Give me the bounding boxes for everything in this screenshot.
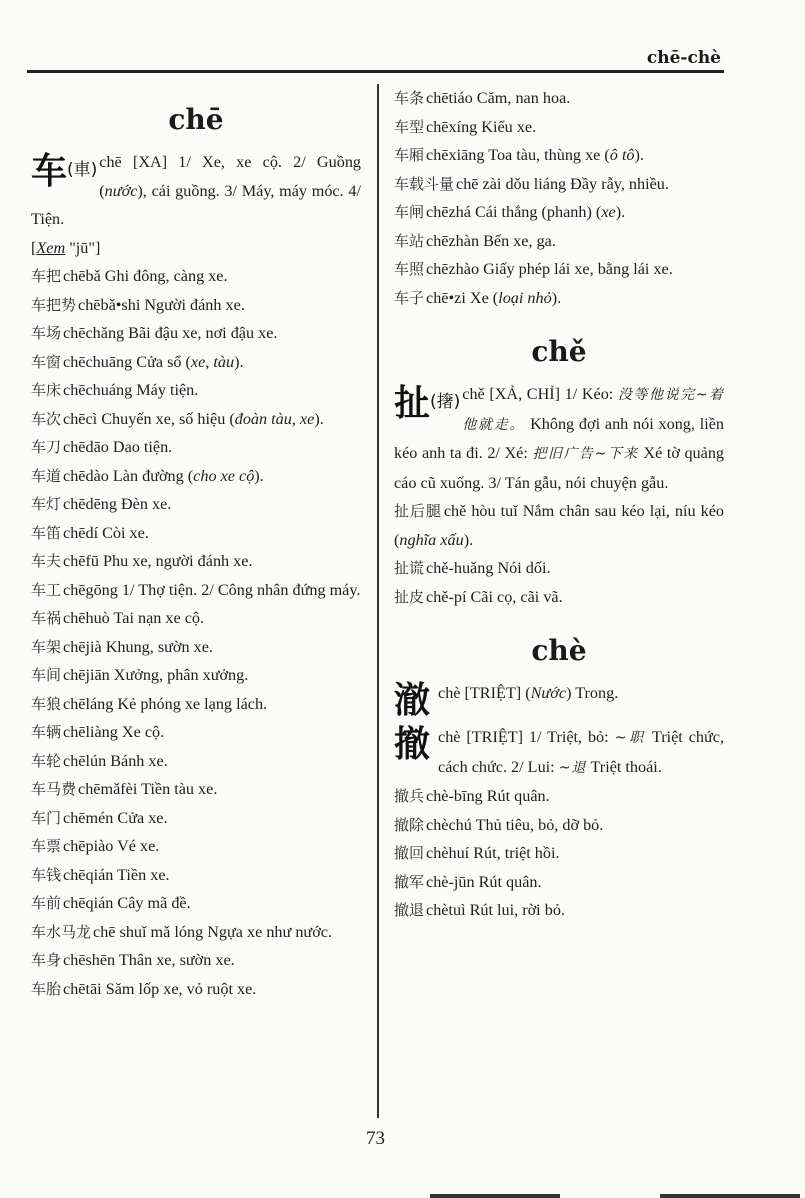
main-entry-che: 车$^{(車)}$ chē [XA] 1/ Xe, xe cộ. 2/ Guồng (nước), cái guồng. 3/ Máy, máy móc. 4/ Tiện. xyxy=(31,148,361,234)
entry-hanzi: 车架 xyxy=(31,637,62,656)
traditional-form: (車) xyxy=(67,160,98,180)
dictionary-entry xyxy=(31,433,361,462)
entry-hanzi: 撤除 xyxy=(394,815,425,834)
entry-definition: chēcì Chuyến xe, số hiệu ( xyxy=(63,409,235,428)
left-column xyxy=(31,84,361,1003)
right-column xyxy=(394,84,724,925)
dictionary-entry xyxy=(31,547,361,576)
entry-hanzi: 车轮 xyxy=(31,751,62,770)
entry-hanzi: 车道 xyxy=(31,466,62,485)
dictionary-entry xyxy=(394,868,724,897)
entry-hanzi: 车间 xyxy=(31,666,62,684)
dictionary-entry xyxy=(394,255,724,284)
entry-definition: chě hòu tuǐ Nắm chân sau kéo lại, níu kéo ( xyxy=(394,502,724,549)
entry-definition: chēgōng 1/ Thợ tiện. 2/ Công nhân đứng máy. xyxy=(63,580,361,599)
entry-definition: chējiān Xưởng, phân xưởng. xyxy=(63,666,249,684)
entry-hanzi: 车载斗量 xyxy=(394,174,455,193)
see-also-reference: [Xem "jū"] xyxy=(31,238,101,257)
dictionary-entry xyxy=(31,889,361,918)
dictionary-entry xyxy=(394,839,724,868)
entry-definition: chēmǎfèi Tiền tàu xe. xyxy=(78,780,218,798)
entry-hanzi: 车把势 xyxy=(31,295,77,314)
entry-note: xe, tàu xyxy=(190,352,235,371)
dictionary-entry xyxy=(394,782,724,811)
entry-definition: chēláng Kẻ phóng xe lạng lách. xyxy=(63,694,268,713)
dictionary-entry xyxy=(31,804,361,833)
dictionary-entry: 车闸 chēzhá Cái thắng (phanh) (xe). xyxy=(394,203,626,221)
dictionary-entry xyxy=(31,633,361,662)
entry-hanzi: 车辆 xyxy=(31,723,62,741)
dictionary-entry xyxy=(394,113,724,142)
dictionary-entry xyxy=(31,832,361,861)
entry-definition: chēbǎ Ghi đông, càng xe. xyxy=(63,267,228,285)
entry-hanzi: 撤军 xyxy=(394,872,425,891)
entry-definition: chē zài dǒu liáng Đầy rẫy, nhiều. xyxy=(456,174,669,193)
entry-hanzi: 撤退 xyxy=(394,901,425,919)
entry-definition: chēmén Cửa xe. xyxy=(63,808,168,827)
entry-hanzi: 车型 xyxy=(394,117,425,136)
entry-definition: chèchú Thủ tiêu, bỏ, dỡ bỏ. xyxy=(426,815,604,834)
dictionary-entry xyxy=(31,291,361,320)
entry-hanzi: 扯谎 xyxy=(394,559,425,577)
right-entry-list-top xyxy=(394,84,724,312)
dictionary-entry xyxy=(31,747,361,776)
entry-hanzi: 车狼 xyxy=(31,694,62,713)
chinese-example: ~退 xyxy=(558,759,587,776)
entry-hanzi: 车胎 xyxy=(31,979,62,998)
dictionary-entry xyxy=(31,319,361,348)
entry-hanzi: 撤兵 xyxy=(394,787,425,805)
entry-hanzi: 车灯 xyxy=(31,495,62,513)
entry-definition: chēxíng Kiểu xe. xyxy=(426,117,537,136)
left-entry-list xyxy=(31,262,361,1003)
entry-hanzi: 扯皮 xyxy=(394,587,425,606)
entry-definition: chētiáo Căm, nan hoa. xyxy=(426,89,571,107)
traditional-form: (撦) xyxy=(430,392,461,412)
entry-definition: chējià Khung, sườn xe. xyxy=(63,637,213,656)
entry-definition: chēdào Làn đường ( xyxy=(63,466,194,485)
entry-hanzi: 车祸 xyxy=(31,609,62,627)
entry-hanzi: 车照 xyxy=(394,260,425,278)
headword-character: 车$^{(車)}$ xyxy=(31,151,98,192)
dictionary-entry xyxy=(31,946,361,975)
scan-edge-mark xyxy=(660,1194,800,1198)
entry-hanzi: 扯后腿 xyxy=(394,502,442,520)
entry-definition: chēqián Tiền xe. xyxy=(63,865,170,884)
dictionary-entry xyxy=(394,84,724,113)
entry-hanzi: 车条 xyxy=(394,89,425,107)
entry-definition: chèhuí Rút, triệt hồi. xyxy=(426,844,560,862)
section-heading-che1: chē xyxy=(168,103,224,136)
entry-note: xe xyxy=(601,203,616,221)
entry-note: ô tô xyxy=(609,146,635,164)
main-entry-che4-clear: 澈 chè [TRIỆT] (Nước) Trong. xyxy=(394,680,619,721)
entry-hanzi: 车窗 xyxy=(31,352,62,371)
entry-definition: chēchuáng Máy tiện. xyxy=(63,381,199,399)
entry-note: cho xe cộ xyxy=(193,466,255,485)
entry-definition: chēlún Bánh xe. xyxy=(63,751,168,770)
headword-character: 扯$^{(撦)}$ xyxy=(394,383,461,424)
dictionary-entry xyxy=(31,262,361,291)
see-also-link[interactable]: Xem xyxy=(36,238,66,257)
che4-entry-list xyxy=(394,782,724,925)
dictionary-entry: 扯后腿 chě hòu tuǐ Nắm chân sau kéo lại, níu kéo (nghĩa xấu). xyxy=(394,502,724,549)
entry-definition: chè-bīng Rút quân. xyxy=(426,787,550,805)
dictionary-entry xyxy=(31,775,361,804)
entry-hanzi: 车次 xyxy=(31,409,62,428)
main-entry-che3: 扯$^{(撦)}$ chě [XẢ, CHỈ] 1/ Kéo: 没等他说完~着他就走。 Không đợi anh nói xong, liền kéo anh ta đi. 2/ Xé: 把旧广告~下来 Xé tờ quảng cáo cũ xuống. 3/ Tán gẫu, nói chuyện gẫu. xyxy=(394,380,724,497)
entry-definition: chè-jūn Rút quân. xyxy=(426,872,542,891)
entry-hanzi: 车水马龙 xyxy=(31,922,92,941)
entry-definition: chēzhá Cái thắng (phanh) ( xyxy=(426,203,602,221)
entry-hanzi: 车马费 xyxy=(31,780,77,798)
column-divider xyxy=(377,84,379,1118)
entry-definition: chē shuǐ mǎ lóng Ngựa xe như nước. xyxy=(93,922,332,941)
entry-note: loại nhỏ xyxy=(498,288,552,307)
entry-definition: chēliàng Xe cộ. xyxy=(63,723,165,741)
entry-definition: chētāi Săm lốp xe, vỏ ruột xe. xyxy=(63,979,257,998)
dictionary-entry xyxy=(394,554,724,583)
scan-edge-mark xyxy=(430,1194,560,1198)
dictionary-entry xyxy=(31,861,361,890)
entry-hanzi: 车闸 xyxy=(394,203,425,221)
entry-hanzi: 车床 xyxy=(31,381,62,399)
dictionary-entry: 车子 chē•zi Xe (loại nhỏ). xyxy=(394,288,562,307)
dictionary-entry xyxy=(31,918,361,947)
entry-definition: chēzhào Giấy phép lái xe, bằng lái xe. xyxy=(426,260,673,278)
section-heading-che4: chè xyxy=(531,634,587,667)
che3-entry-list xyxy=(394,497,724,611)
entry-hanzi: 车厢 xyxy=(394,146,425,164)
entry-hanzi: 车站 xyxy=(394,231,425,250)
entry-definition: chēpiào Vé xe. xyxy=(63,837,160,855)
entry-hanzi: 车票 xyxy=(31,837,62,855)
dictionary-entry: 车厢 chēxiāng Toa tàu, thùng xe (ô tô). xyxy=(394,146,644,164)
dictionary-entry: 车道 chēdào Làn đường (cho xe cộ). xyxy=(31,466,264,485)
entry-hanzi: 车子 xyxy=(394,288,425,307)
dictionary-entry xyxy=(31,604,361,633)
entry-definition: chēdāo Dao tiện. xyxy=(63,438,173,456)
entry-definition: chě-pí Cãi cọ, cãi vã. xyxy=(426,587,563,606)
dictionary-entry xyxy=(31,376,361,405)
entry-hanzi: 车前 xyxy=(31,894,62,912)
entry-definition: chēchǎng Bãi đậu xe, nơi đậu xe. xyxy=(63,324,278,342)
entry-hanzi: 车场 xyxy=(31,324,62,342)
dictionary-entry xyxy=(394,170,724,199)
section-heading-che3: chě xyxy=(531,335,587,368)
entry-note: nghĩa xấu xyxy=(399,530,464,549)
entry-definition: chě-huǎng Nói dối. xyxy=(426,559,551,577)
chinese-example: 没等他说完~着他就走。 xyxy=(462,387,724,433)
headword-character: 撤 xyxy=(394,724,431,765)
entry-hanzi: 车夫 xyxy=(31,552,62,570)
running-head: chē-chè xyxy=(646,48,721,68)
entry-hanzi: 车钱 xyxy=(31,865,62,884)
entry-definition: chēshēn Thân xe, sườn xe. xyxy=(63,951,235,969)
entry-hanzi: 车工 xyxy=(31,580,62,599)
entry-hanzi: 车门 xyxy=(31,808,62,827)
dictionary-entry xyxy=(31,576,361,605)
dictionary-entry xyxy=(394,811,724,840)
dictionary-entry xyxy=(394,896,724,925)
main-entry-che4-withdraw: 撤 chè [TRIỆT] 1/ Triệt, bỏ: ~职 Triệt chức, cách chức. 2/ Lui: ~退 Triệt thoái. xyxy=(394,724,724,776)
dictionary-entry xyxy=(31,975,361,1004)
dictionary-entry xyxy=(394,583,724,612)
header-rule xyxy=(27,70,724,73)
dictionary-entry xyxy=(31,718,361,747)
dictionary-entry xyxy=(31,490,361,519)
entry-definition: chètuì Rút lui, rời bỏ. xyxy=(426,901,565,919)
dictionary-entry xyxy=(31,690,361,719)
entry-hanzi: 车把 xyxy=(31,267,62,285)
entry-definition: chēzhàn Bến xe, ga. xyxy=(426,231,556,250)
entry-definition: chēchuāng Cửa sổ ( xyxy=(63,352,191,371)
dictionary-entry: 车窗 chēchuāng Cửa sổ (xe, tàu). xyxy=(31,352,244,371)
entry-definition: chēdí Còi xe. xyxy=(63,523,149,542)
dictionary-entry xyxy=(31,661,361,690)
chinese-example: ~职 xyxy=(614,730,647,746)
entry-definition: chēqián Cây mã đề. xyxy=(63,894,191,912)
chinese-example: 把旧广告~下来 xyxy=(532,446,639,462)
page-number: 73 xyxy=(366,1128,385,1149)
entry-definition: chēxiāng Toa tàu, thùng xe ( xyxy=(426,146,610,164)
entry-hanzi: 车笛 xyxy=(31,523,62,542)
entry-definition: chēhuò Tai nạn xe cộ. xyxy=(63,609,205,627)
headword-character: 澈 xyxy=(394,680,431,721)
entry-definition: chēbǎ•shi Người đánh xe. xyxy=(78,295,245,314)
dictionary-entry xyxy=(31,519,361,548)
entry-definition: chēdēng Đèn xe. xyxy=(63,495,172,513)
entry-definition: chēfū Phu xe, người đánh xe. xyxy=(63,552,253,570)
dictionary-entry xyxy=(394,227,724,256)
dictionary-entry: 车次 chēcì Chuyến xe, số hiệu (đoàn tàu, xe). xyxy=(31,409,324,428)
entry-hanzi: 撤回 xyxy=(394,844,425,862)
entry-definition: chē•zi Xe ( xyxy=(426,288,499,307)
entry-hanzi: 车身 xyxy=(31,951,62,969)
entry-note: đoàn tàu, xe xyxy=(234,409,315,428)
entry-hanzi: 车刀 xyxy=(31,438,62,456)
